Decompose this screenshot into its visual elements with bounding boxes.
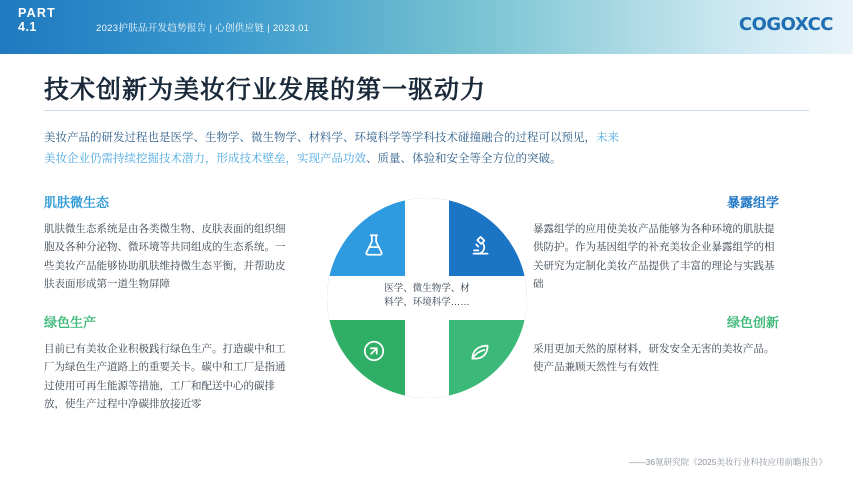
block-heading: 绿色创新 bbox=[726, 315, 779, 330]
block-heading: 暴露组学 bbox=[726, 195, 779, 210]
block-body: 肌肤微生态系统是由各类微生物、皮肤表面的组织细胞及各种分泌物、微环境等共同组成的生态系统。一些美妆产品能够协助肌肤维持微生态平衡，并帮助皮肤表面形成第一道生物屏障 bbox=[44, 223, 286, 291]
part-badge bbox=[18, 6, 80, 35]
footer-source: ——36氪研究院《2025美妆行业科技应用前瞻报告》 bbox=[628, 457, 827, 467]
block-exposomics bbox=[533, 192, 779, 294]
block-body: 目前已有美妆企业积极践行绿色生产。打造碳中和工厂为绿色生产道路上的重要关卡。碳中和工厂是指通过使用可再生能源等措施，工厂和配送中心的碳排放，使生产过程中净碳排放接近零 bbox=[44, 343, 286, 411]
part-word: PART bbox=[18, 6, 56, 20]
intro-line1-highlight: 未来 bbox=[596, 132, 619, 144]
block-heading: 肌肤微生态 bbox=[44, 195, 110, 210]
microscope-icon bbox=[465, 230, 495, 260]
intro-paragraph bbox=[44, 128, 804, 171]
intro-line2-highlight: 美妆企业仍需持续挖掘技术潜力，形成技术壁垒，实现产品功效 bbox=[44, 153, 366, 166]
center-label bbox=[377, 282, 477, 311]
recycle-icon bbox=[359, 336, 389, 366]
intro-line1-normal: 美妆产品的研发过程也是医学、生物学、微生物学、材料学、环境科学等学科技术碰撞融合的过程可以预见， bbox=[44, 132, 596, 144]
leaf-icon bbox=[465, 336, 495, 366]
block-body: 采用更加天然的原材料，研发安全无害的美妆产品。使产品兼顾天然性与有效性 bbox=[533, 343, 775, 374]
block-body: 暴露组学的应用使美妆产品能够为各种环境的肌肤提供防护。作为基因组学的补充美妆企业暴露组学的相关研究为定制化美妆产品提供了丰富的理论与实践基础 bbox=[533, 223, 775, 291]
title-divider bbox=[44, 110, 809, 111]
intro-line2-normal: 、质量、体验和安全等全方位的突破。 bbox=[366, 153, 562, 166]
breadcrumb: 2023护肤品开发趋势报告 | 心创供应链 | 2023.01 bbox=[96, 23, 310, 34]
page-title: 技术创新为美妆行业发展的第一驱动力 bbox=[44, 76, 487, 104]
block-skin-microbiome bbox=[44, 192, 290, 294]
center-graphic bbox=[327, 198, 527, 398]
block-heading: 绿色生产 bbox=[44, 315, 97, 330]
center-label-line1: 医学、微生物学、材 bbox=[384, 283, 470, 294]
center-label-line2: 料学、环境科学…… bbox=[384, 297, 470, 309]
block-green-production bbox=[44, 312, 290, 414]
part-number: 4.1 bbox=[18, 20, 37, 35]
brand-logo: COGOXCC bbox=[738, 14, 833, 35]
flask-icon bbox=[359, 230, 389, 260]
block-green-innovation bbox=[533, 312, 779, 377]
